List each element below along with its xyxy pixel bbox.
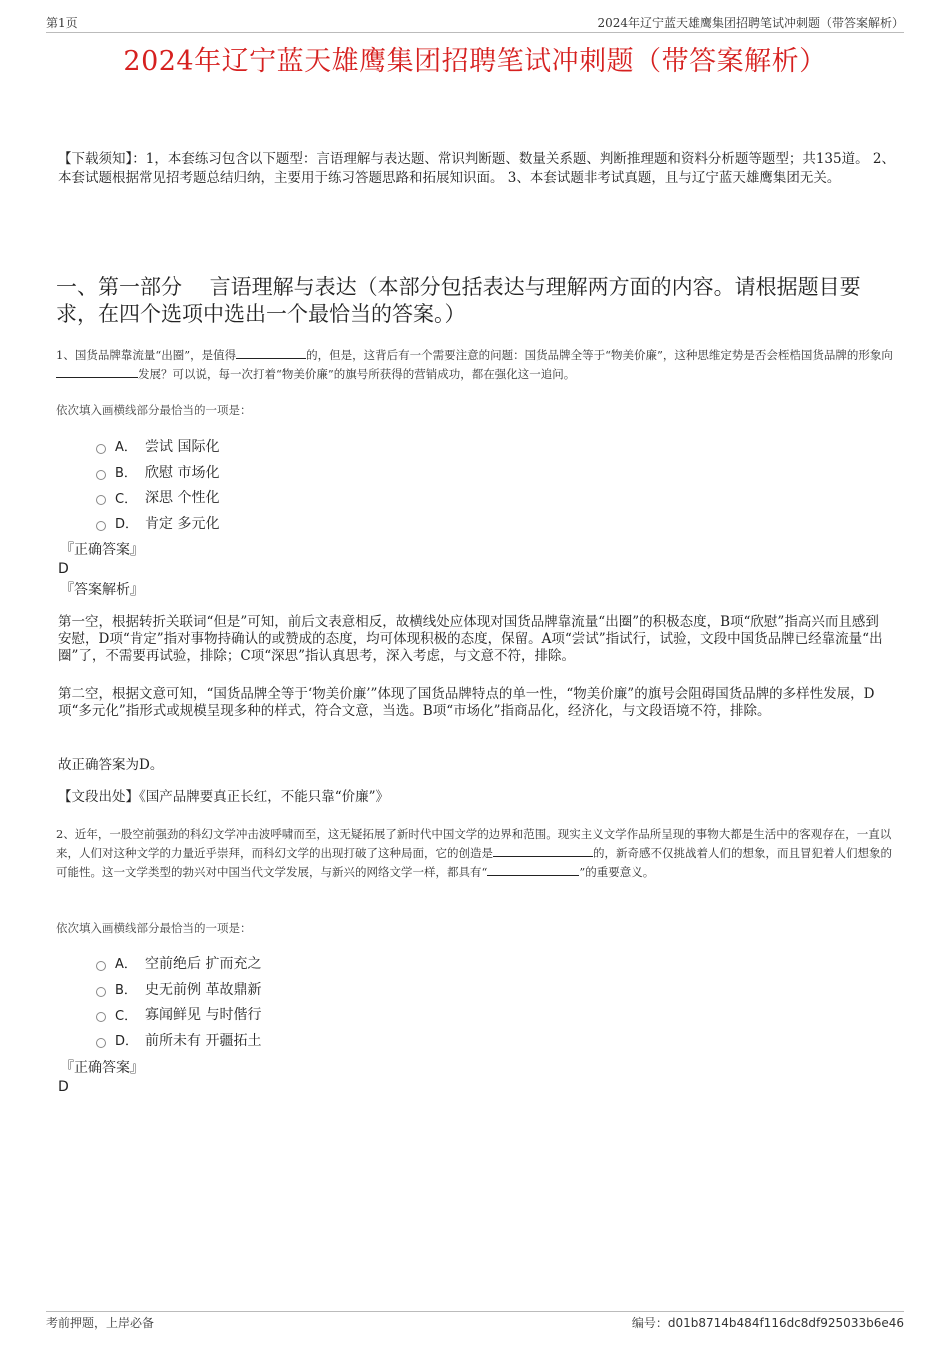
blank-2 [56, 365, 138, 378]
radio-icon[interactable] [96, 961, 106, 971]
blank-1 [493, 844, 593, 857]
option-c[interactable] [96, 484, 219, 510]
correct-answer: D [58, 561, 69, 577]
question-2-options [96, 950, 261, 1053]
option-letter: D． [115, 517, 139, 533]
option-letter: B． [115, 983, 137, 999]
page-footer [46, 1311, 904, 1330]
question-2-part-3: ”的重要意义。 [579, 865, 655, 879]
document-code [632, 1314, 904, 1332]
radio-icon[interactable] [96, 495, 106, 505]
footer-slogan: 考前押题，上岸必备 [46, 1316, 155, 1330]
analysis-label: 『答案解析』 [60, 582, 144, 598]
radio-icon[interactable] [96, 987, 106, 997]
option-text: 前所未有 开疆拓土 [145, 1032, 262, 1049]
option-text: 深思 个性化 [145, 490, 220, 507]
question-1-text [56, 346, 898, 384]
option-d[interactable] [96, 1027, 261, 1053]
question-1-instruction: 依次填入画横线部分最恰当的一项是： [56, 403, 252, 417]
code-value: d01b8714b484f116dc8df925033b6e46 [667, 1316, 904, 1330]
radio-icon[interactable] [96, 521, 106, 531]
option-text: 空前绝后 扩而充之 [145, 955, 262, 972]
download-notice: 【下载须知】：1，本套练习包含以下题型：言语理解与表达题、常识判断题、数量关系题、判断推理题和资料分析题等题型；共135道。 2、本套试题根据常见招考题总结归纳，主要用于练习答题思路和拓展知识面。 3、本套试题非考试真题，且与辽宁蓝天雄鹰集团无关。 [58, 151, 895, 186]
question-2-part-1: 2、近年，一股空前强劲的科幻文学冲击波呼啸而至，这无疑拓展了新时代中国文学的边界和范围。现实主义文学作品所呈现的事物大都是生活中的客观存在，一直以来，人们对这种文学的力量近乎崇拜，而科幻文学的出现打破了这种局面，它的创造是 [56, 827, 892, 860]
option-d[interactable] [96, 510, 219, 536]
blank-1 [236, 346, 306, 359]
question-1-options [96, 433, 219, 536]
question-1-part-1: 1、国货品牌靠流量“出圈”，是值得 [56, 348, 237, 362]
blank-2 [487, 863, 579, 876]
section-title: 一、第一部分 言语理解与表达（本部分包括表达与理解两方面的内容。请根据题目要求，在四个选项中选出一个最恰当的答案。） [56, 275, 861, 326]
radio-icon[interactable] [96, 1038, 106, 1048]
analysis-paragraph-2: 第二空，根据文意可知，“国货品牌全等于‘物美价廉’”体现了国货品牌特点的单一性，“物美价廉”的旗号会阻碍国货品牌的多样性发展，D项“多元化”指形式或规模呈现多种的样式，符合文意，当选。B项“市场化”指商品化，经济化，与文段语境不符，排除。 [58, 686, 875, 719]
page-header [46, 14, 904, 33]
running-title: 2024年辽宁蓝天雄鹰集团招聘笔试冲刺题（带答案解析） [597, 16, 904, 30]
analysis-paragraph-1: 第一空，根据转折关联词“但是”可知，前后文表意相反，故横线处应体现对国货品牌靠流量“出圈”的积极态度，B项“欣慰”指高兴而且感到安慰，D项“肯定”指对事物持确认的或赞成的态度，均可体现积极的态度，保留。A项“尝试”指试行，试验，文段中国货品牌已经靠流量“出圈”了，不需要再试验，排除；C项“深思”指认真思考，深入考虑，与文意不符，排除。 [58, 614, 883, 664]
option-a[interactable] [96, 950, 261, 976]
question-1-part-2: 的，但是，这背后有一个需要注意的问题：国货品牌全等于“物美价廉”，这种思维定势是否会桎梏国货品牌的形象向 [306, 348, 893, 362]
option-text: 寡闻鲜见 与时偕行 [145, 1007, 262, 1024]
page-number: 第1页 [46, 16, 78, 30]
question-2-part-2: 的，新奇感不仅挑战着人们的想象，而且冒犯着人们想象的可能性。这一文学类型的勃兴对中国当代文学发展，与新兴的网络文学一样，都具有“ [56, 846, 892, 879]
option-letter: C． [115, 1008, 138, 1024]
correct-answer-label: 『正确答案』 [60, 542, 144, 558]
option-text: 肯定 多元化 [145, 515, 220, 532]
option-text: 尝试 国际化 [145, 438, 220, 455]
option-b[interactable] [96, 976, 261, 1002]
option-text: 史无前例 革故鼎新 [145, 981, 262, 998]
document-title: 2024年辽宁蓝天雄鹰集团招聘笔试冲刺题（带答案解析） [123, 46, 827, 77]
radio-icon[interactable] [96, 444, 106, 454]
radio-icon[interactable] [96, 470, 106, 480]
code-label: 编号： [631, 1316, 668, 1330]
radio-icon[interactable] [96, 1012, 106, 1022]
question-1-part-3: 发展？可以说，每一次打着“物美价廉”的旗号所获得的营销成功，都在强化这一追问。 [138, 367, 576, 381]
option-c[interactable] [96, 1001, 261, 1027]
option-b[interactable] [96, 459, 219, 485]
question-2-instruction: 依次填入画横线部分最恰当的一项是： [56, 921, 252, 935]
correct-answer-label: 『正确答案』 [60, 1060, 144, 1076]
option-letter: C． [115, 491, 138, 507]
question-2-text [56, 825, 898, 882]
passage-source: 【文段出处】《国产品牌要真正长红，不能只靠“价廉”》 [58, 789, 390, 805]
option-a[interactable] [96, 433, 219, 459]
option-letter: D． [115, 1034, 139, 1050]
analysis-conclusion: 故正确答案为D。 [58, 757, 164, 773]
correct-answer: D [58, 1079, 69, 1095]
option-letter: B． [115, 466, 137, 482]
option-letter: A． [115, 957, 137, 973]
option-letter: A． [115, 440, 137, 456]
option-text: 欣慰 市场化 [145, 464, 220, 481]
